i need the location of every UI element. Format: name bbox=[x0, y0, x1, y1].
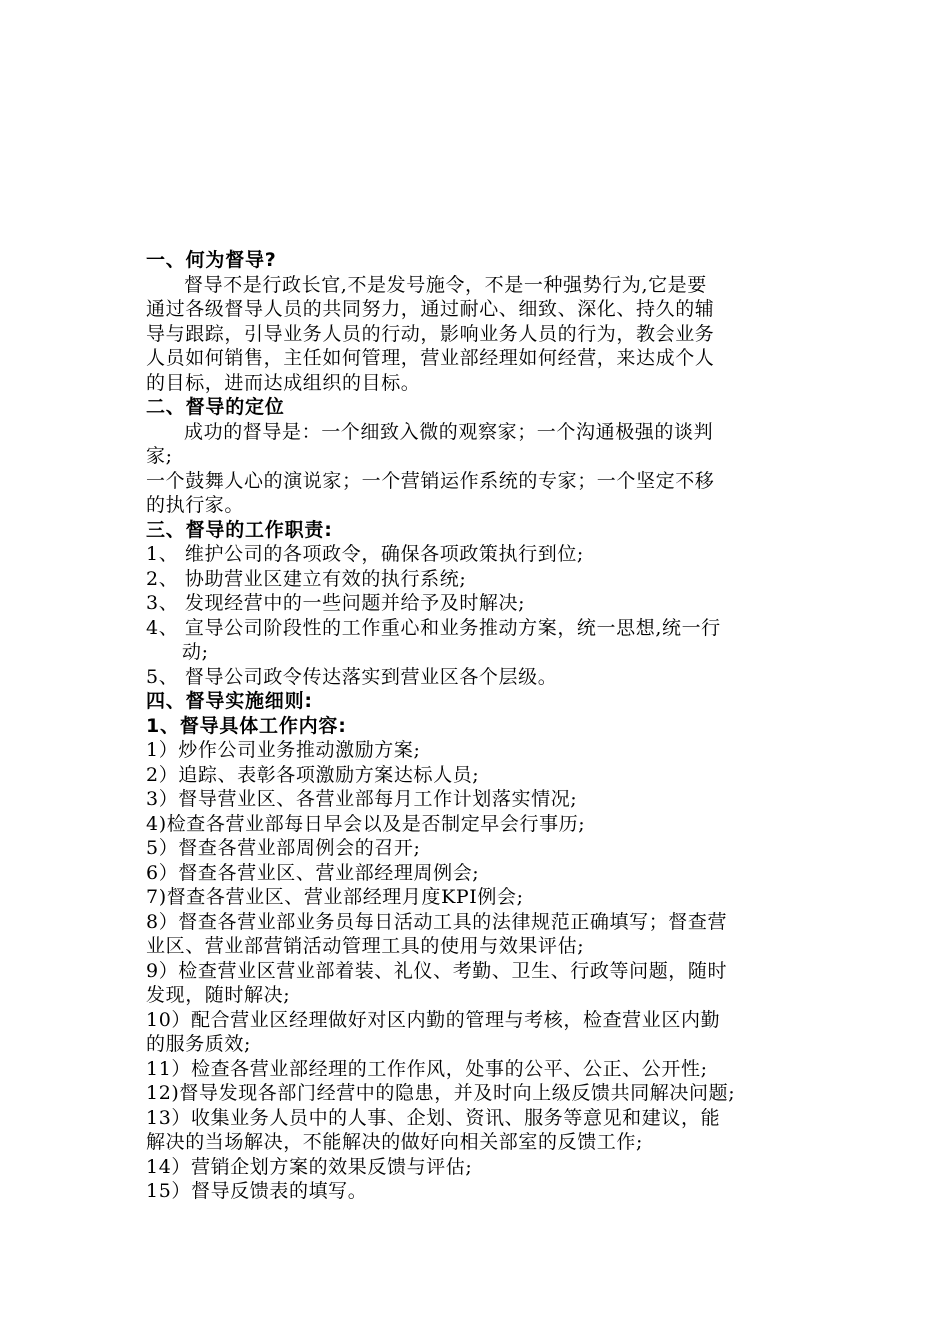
section-1-line: 的目标，进而达成组织的目标。 bbox=[146, 371, 421, 394]
section-2-line: 成功的督导是：一个细致入微的观察家；一个沟通极强的谈判 bbox=[184, 420, 714, 443]
task-item: 13）收集业务人员中的人事、企划、资讯、服务等意见和建议，能 bbox=[146, 1106, 721, 1129]
section-1-line: 通过各级督导人员的共同努力，通过耐心、细致、深化、持久的辅 bbox=[146, 298, 715, 320]
section-3-title: 三、督导的工作职责: bbox=[146, 518, 333, 541]
duty-item: 5、 督导公司政令传达落实到营业区各个层级。 bbox=[146, 665, 558, 688]
document-body bbox=[146, 248, 814, 1204]
duty-item-continuation: 动; bbox=[182, 641, 209, 663]
section-1-line: 人员如何销售，主任如何管理，营业部经理如何经营，来达成个人 bbox=[146, 347, 715, 369]
task-item: 10）配合营业区经理做好对区内勤的管理与考核，检查营业区内勤 bbox=[146, 1008, 721, 1031]
task-item: 6）督查各营业区、营业部经理周例会; bbox=[146, 861, 480, 884]
task-item: 14）营销企划方案的效果反馈与评估; bbox=[146, 1155, 473, 1178]
section-1-line: 督导不是行政长官,不是发号施令，不是一种强势行为,它是要 bbox=[184, 273, 707, 296]
task-item: 3）督导营业区、各营业部每月工作计划落实情况; bbox=[146, 788, 578, 810]
duty-item: 2、 协助营业区建立有效的执行系统; bbox=[146, 567, 467, 590]
section-1-title: 一、何为督导? bbox=[146, 249, 277, 271]
section-2-line: 一个鼓舞人心的演说家；一个营销运作系统的专家；一个坚定不移 bbox=[146, 469, 715, 492]
section-2-line: 的执行家。 bbox=[146, 494, 245, 516]
section-1-line: 导与跟踪，引导业务人员的行动，影响业务人员的行为，教会业务 bbox=[146, 322, 715, 345]
section-2-title: 二、督导的定位 bbox=[146, 396, 285, 418]
task-item: 9）检查营业区营业部着装、礼仪、考勤、卫生、行政等问题，随时 bbox=[146, 959, 728, 982]
task-item: 8）督查各营业部业务员每日活动工具的法律规范正确填写；督查营 bbox=[146, 910, 728, 933]
task-item: 1）炒作公司业务推动激励方案; bbox=[146, 739, 421, 761]
section-4-subtitle: 1、督导具体工作内容: bbox=[146, 714, 347, 737]
task-item-continuation: 的服务质效; bbox=[146, 1033, 252, 1055]
task-item: 11）检查各营业部经理的工作作风，处事的公平、公正、公开性; bbox=[146, 1057, 708, 1080]
task-item-continuation: 业区、营业部营销活动管理工具的使用与效果评估; bbox=[146, 935, 585, 957]
task-item: 7)督查各营业区、营业部经理月度KPI例会; bbox=[146, 886, 524, 908]
duty-item: 3、 发现经营中的一些问题并给予及时解决; bbox=[146, 592, 526, 614]
duty-item: 1、 维护公司的各项政令，确保各项政策执行到位; bbox=[146, 543, 584, 565]
task-item: 15）督导反馈表的填写。 bbox=[146, 1180, 368, 1202]
task-item: 4)检查各营业部每日早会以及是否制定早会行事历; bbox=[146, 812, 586, 835]
task-item: 2）追踪、表彰各项激励方案达标人员; bbox=[146, 763, 480, 786]
task-item-continuation: 发现，随时解决; bbox=[146, 984, 291, 1006]
task-item: 5）督查各营业部周例会的召开; bbox=[146, 837, 421, 859]
task-item-continuation: 解决的当场解决，不能解决的做好向相关部室的反馈工作; bbox=[146, 1131, 644, 1153]
section-4-title: 四、督导实施细则: bbox=[146, 690, 313, 712]
task-item: 12)督导发现各部门经营中的隐患，并及时向上级反馈共同解决问题; bbox=[146, 1082, 736, 1104]
duty-item: 4、 宣导公司阶段性的工作重心和业务推动方案，统一思想,统一行 bbox=[146, 616, 721, 639]
section-2-line: 家; bbox=[146, 445, 173, 467]
